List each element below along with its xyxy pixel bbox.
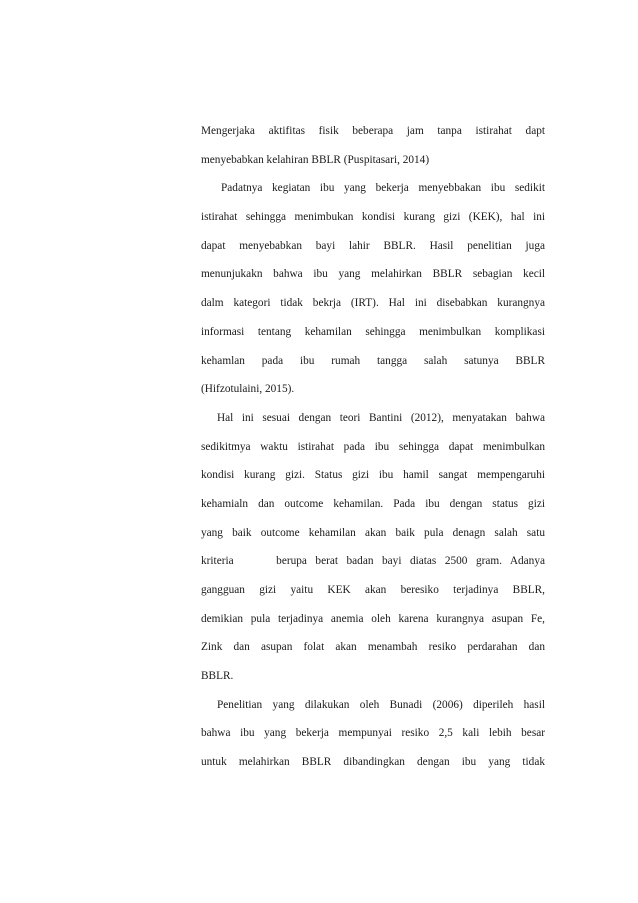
- text-line: yang baik outcome kehamilan akan baik pula denagn salah satu: [201, 526, 545, 539]
- text-line: bahwa ibu yang bekerja mempunyai resiko 2,5 kali lebih besar: [201, 727, 545, 740]
- text-line: istirahat sehingga menimbukan kondisi kurang gizi (KEK), hal ini: [201, 211, 545, 224]
- text-line: dapat menyebabkan bayi lahir BBLR. Hasil penelitian juga: [201, 239, 545, 252]
- text-line: BBLR.: [201, 670, 234, 683]
- text-line: kriteria berupa berat badan bayi diatas 2500 gram. Adanya: [201, 555, 545, 568]
- text-line: informasi tentang kehamilan sehingga menimbulkan komplikasi: [201, 325, 545, 338]
- text-line: dalm kategori tidak bekrja (IRT). Hal ini disebabkan kurangnya: [201, 297, 545, 310]
- text-line: Hal ini sesuai dengan teori Bantini (2012), menyatakan bahwa: [217, 411, 545, 424]
- text-line: kondisi kurang gizi. Status gizi ibu hamil sangat mempengaruhi: [201, 469, 545, 482]
- text-line: Zink dan asupan folat akan menambah resiko perdarahan dan: [201, 641, 545, 654]
- body-text: [201, 117, 545, 777]
- text-line: Mengerjaka aktifitas fisik beberapa jam tanpa istirahat dapt: [201, 125, 545, 137]
- text-line: demikian pula terjadinya anemia oleh karena kurangnya asupan Fe,: [201, 612, 545, 625]
- text-line: menyebabkan kelahiran BBLR (Puspitasari, 2014): [201, 153, 430, 166]
- text-line: menunjukakn bahwa ibu yang melahirkan BBLR sebagian kecil: [201, 268, 545, 281]
- text-line: untuk melahirkan BBLR dibandingkan dengan ibu yang tidak: [201, 756, 545, 769]
- text-line: (Hifzotulaini, 2015).: [201, 383, 295, 396]
- text-line: sedikitmya waktu istirahat pada ibu sehingga dapat menimbulkan: [201, 440, 545, 453]
- text-line: kehamialn dan outcome kehamilan. Pada ibu dengan status gizi: [201, 497, 545, 510]
- text-line: Padatnya kegiatan ibu yang bekerja menyebbakan ibu sedikit: [221, 182, 545, 195]
- text-line: Penelitian yang dilakukan oleh Bunadi (2006) diperileh hasil: [217, 698, 545, 711]
- text-line: gangguan gizi yaitu KEK akan beresiko terjadinya BBLR,: [201, 584, 545, 596]
- text-line: kehamlan pada ibu rumah tangga salah satunya BBLR: [201, 354, 545, 367]
